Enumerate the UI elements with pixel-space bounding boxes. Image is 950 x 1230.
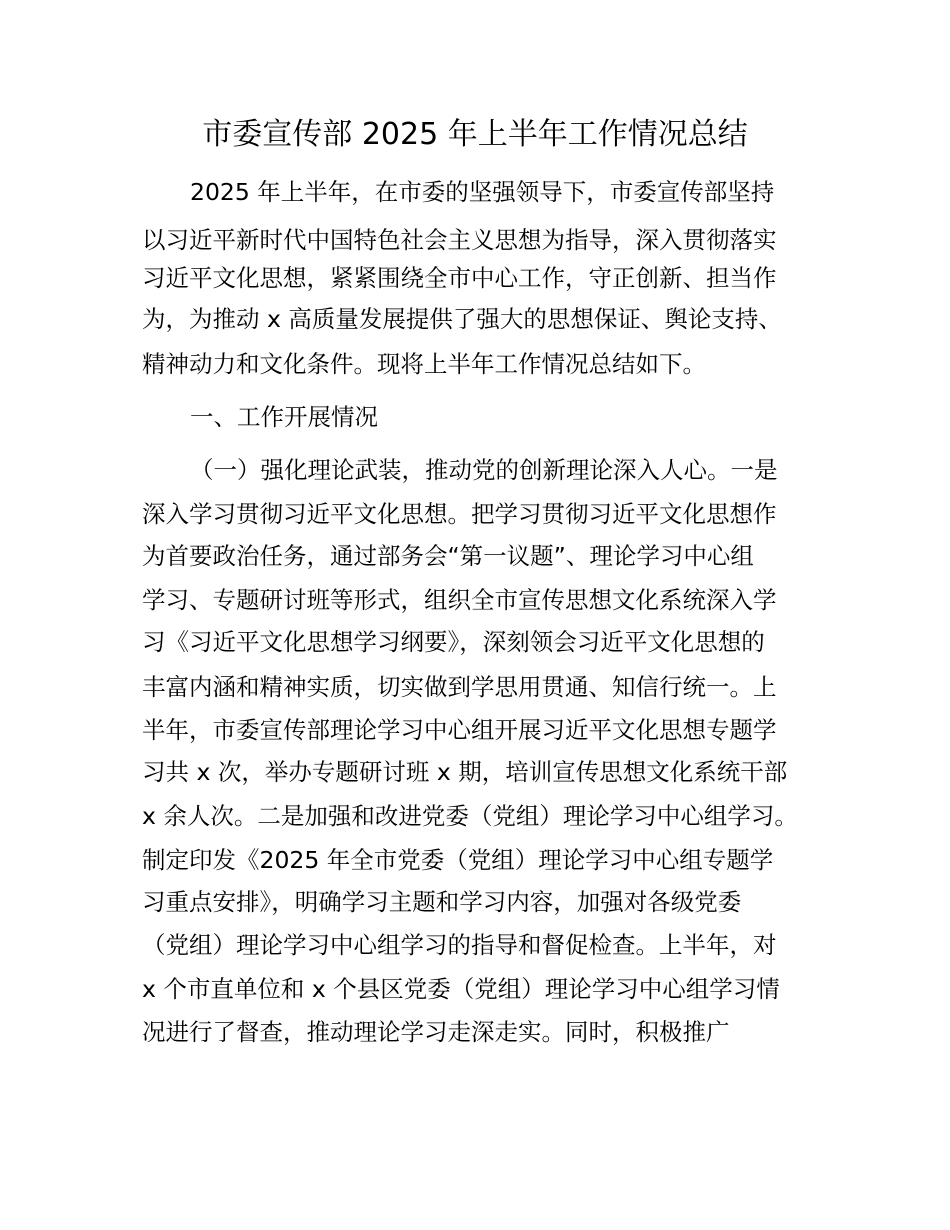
paragraph-line: 学习、专题研讨班等形式，组织全市宣传思想文化系统深入学	[142, 586, 777, 614]
paragraph-line: 习《习近平文化思想学习纲要》，深刻领会习近平文化思想的	[142, 628, 765, 656]
paragraph-line: 深入学习贯彻习近平文化思想。把学习贯彻习近平文化思想作	[142, 500, 777, 528]
paragraph-line: 丰富内涵和精神实质，切实做到学思用贯通、知信行统一。上	[142, 673, 777, 701]
paragraph-line: 为首要政治任务，通过部务会“第一议题”、理论学习中心组	[142, 542, 754, 570]
paragraph-line: 习近平文化思想，紧紧围绕全市中心工作，守正创新、担当作	[142, 264, 777, 292]
paragraph-line: 2025 年上半年，在市委的坚强领导下，市委宣传部坚持	[190, 178, 775, 206]
paragraph-line: 半年，市委宣传部理论学习中心组开展习近平文化思想专题学	[142, 716, 777, 744]
paragraph-line: 精神动力和文化条件。现将上半年工作情况总结如下。	[142, 350, 706, 378]
paragraph-line: （一）强化理论武装，推动党的创新理论深入人心。一是	[190, 456, 778, 484]
section-heading: 一、工作开展情况	[190, 403, 378, 431]
paragraph-line: 制定印发《2025 年全市党委（党组）理论学习中心组专题学	[142, 846, 774, 874]
paragraph-line: （党组）理论学习中心组学习的指导和督促检查。上半年，对	[142, 931, 777, 959]
paragraph-line: 为，为推动 x 高质量发展提供了强大的思想保证、舆论支持、	[142, 305, 782, 333]
paragraph-line: 况进行了督查，推动理论学习走深走实。同时，积极推广	[142, 1018, 730, 1046]
paragraph-line: x 余人次。二是加强和改进党委（党组）理论学习中心组学习。	[142, 802, 798, 830]
paragraph-line: x 个市直单位和 x 个县区党委（党组）理论学习中心组学习情	[142, 975, 780, 1003]
paragraph-line: 习重点安排》，明确学习主题和学习内容，加强对各级党委	[142, 888, 742, 916]
paragraph-line: 以习近平新时代中国特色社会主义思想为指导，深入贯彻落实	[142, 226, 777, 254]
document-title: 市委宣传部 2025 年上半年工作情况总结	[202, 117, 748, 152]
paragraph-line: 习共 x 次，举办专题研讨班 x 期，培训宣传思想文化系统干部	[142, 758, 788, 786]
